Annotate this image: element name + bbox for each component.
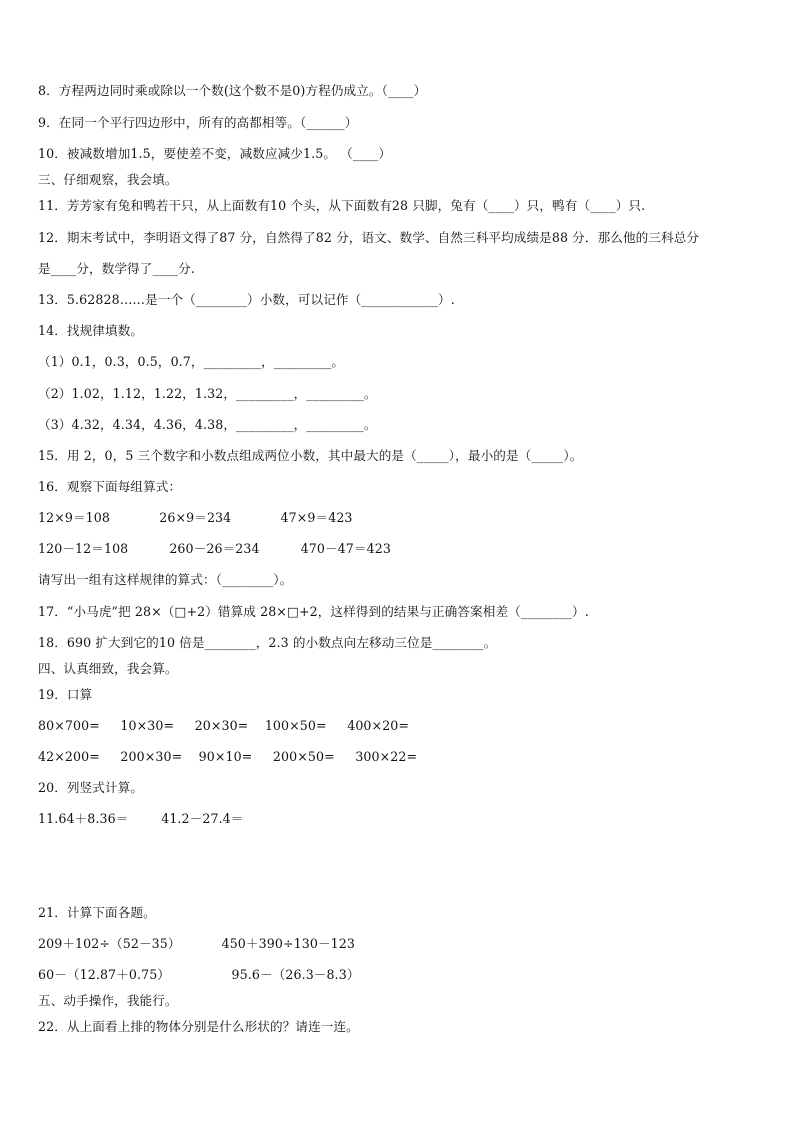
question-14: 14．找规律填数。	[38, 323, 144, 338]
question-21: 21．计算下面各题。	[38, 905, 156, 920]
section-3-heading: 三、仔细观察，我会填。	[38, 172, 178, 187]
question-11: 11．芳芳家有兔和鸭若干只，从上面数有10 个头，从下面数有28 只脚，兔有（____）只，鸭有（____）只.	[38, 198, 646, 213]
question-13: 13．5.62828……是一个（________）小数，可以记作（____________）.	[38, 292, 455, 307]
question-10: 10．被减数增加1.5，要使差不变，减数应减少1.5。 （____）	[38, 146, 392, 161]
question-16-row-1: 12×9＝108 26×9＝234 47×9＝423	[38, 510, 353, 525]
question-22: 22．从上面看上排的物体分别是什么形状的？请连一连。	[38, 1019, 359, 1034]
question-16: 16．观察下面每组算式：	[38, 479, 182, 494]
question-14-part-3: （3）4.32，4.34，4.36，4.38，_________，_________。	[38, 417, 377, 432]
question-19-row-2: 42×200= 200×30= 90×10= 200×50= 300×22=	[38, 749, 418, 764]
question-20-expressions: 11.64＋8.36＝ 41.2－27.4＝	[38, 811, 244, 826]
question-14-part-2: （2）1.02，1.12，1.22，1.32，_________，_________。	[38, 386, 377, 401]
question-19: 19．口算	[38, 687, 93, 702]
question-9: 9．在同一个平行四边形中，所有的高都相等。（______）	[38, 115, 358, 130]
question-12: 12．期末考试中，李明语文得了87 分，自然得了82 分，语文、数学、自然三科平均成绩是88 分．那么他的三科总分	[38, 230, 700, 245]
question-21-row-2: 60－（12.87＋0.75） 95.6－（26.3－8.3）	[38, 967, 360, 982]
question-16-row-2: 120－12＝108 260－26＝234 470－47＝423	[38, 541, 391, 556]
question-19-row-1: 80×700= 10×30= 20×30= 100×50= 400×20=	[38, 718, 410, 733]
section-4-heading: 四、认真细致，我会算。	[38, 661, 178, 676]
question-12-cont: 是____分，数学得了____分.	[38, 261, 195, 276]
question-8: 8．方程两边同时乘或除以一个数(这个数不是0)方程仍成立。（____）	[38, 83, 427, 98]
question-21-row-1: 209＋102÷（52－35） 450＋390÷130－123	[38, 936, 355, 951]
question-18: 18．690 扩大到它的10 倍是________，2.3 的小数点向左移动三位是________。	[38, 635, 497, 650]
question-20: 20．列竖式计算。	[38, 780, 144, 795]
question-15: 15．用 2，0，5 三个数字和小数点组成两位小数，其中最大的是（_____），最小的是（_____）。	[38, 448, 583, 463]
question-14-part-1: （1）0.1，0.3，0.5，0.7，_________，_________。	[38, 354, 345, 369]
question-17: 17．“小马虎”把 28×（□+2）错算成 28×□+2，这样得到的结果与正确答案相差（________）.	[38, 604, 589, 619]
section-5-heading: 五、动手操作，我能行。	[38, 993, 178, 1008]
question-16-prompt: 请写出一组有这样规律的算式：（________）。	[38, 572, 293, 587]
